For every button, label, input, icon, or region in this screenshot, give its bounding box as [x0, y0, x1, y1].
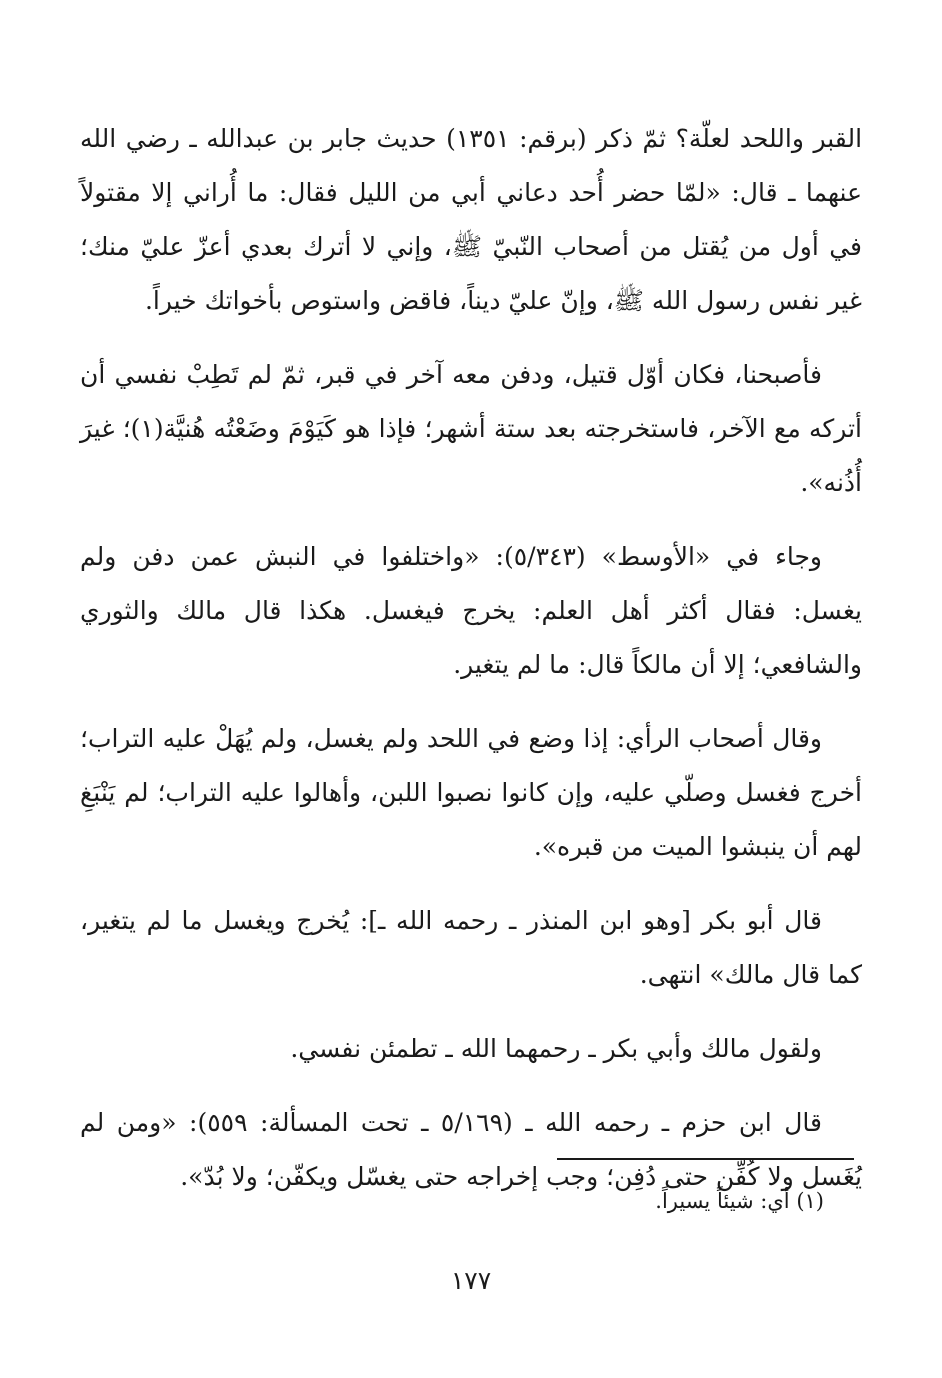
footnote-divider — [557, 1158, 854, 1160]
main-text — [80, 112, 862, 1224]
footnote: (١) أي: شيئاً يسيراً. — [655, 1189, 824, 1213]
paragraph-7: قال ابن حزم ـ رحمه الله ـ (٥/١٦٩ ـ تحت المسألة: ٥٥٩): «ومن لم يُغَسل ولا كُفِّن حتى دُفِن؛ وجب إخراجه حتى يغسّل ويكفّن؛ ولا بُدّ». — [80, 1108, 862, 1191]
paragraph-6: ولقول مالك وأبي بكر ـ رحمهما الله ـ تطمئن نفسي. — [290, 1034, 822, 1063]
paragraph-5: قال أبو بكر [وهو ابن المنذر ـ رحمه الله ـ]: يُخرج ويغسل ما لم يتغير، كما قال مالك» انتهى. — [80, 906, 862, 989]
paragraph-3: وجاء في «الأوسط» (٥/٣٤٣): «واختلفوا في النبش عمن دفن ولم يغسل: فقال أكثر أهل العلم: يخرج فيغسل. هكذا قال مالك والثوري والشافعي؛ إلا أن مالكاً قال: ما لم يتغير. — [80, 542, 862, 679]
page-number: ١٧٧ — [450, 1266, 492, 1295]
paragraph-4: وقال أصحاب الرأي: إذا وضع في اللحد ولم يغسل، ولم يُهَلْ عليه التراب؛ أخرج فغسل وصلّي عليه، وإن كانوا نصبوا اللبن، وأهالوا عليه التراب؛ لم يَنْبَغِ لهم أن ينبشوا الميت من قبره». — [80, 724, 862, 861]
paragraph-1: القبر واللحد لعلّة؟ ثمّ ذكر (برقم: ١٣٥١) حديث جابر بن عبدالله ـ رضي الله عنهما ـ قال: «لمّا حضر أُحد دعاني أبي من الليل فقال: ما أُراني إلا مقتولاً في أول من يُقتل من أصحاب النّبيّ ﷺ، وإني لا أترك بعدي أعزّ عليّ منك؛ غير نفس رسول الله ﷺ، وإنّ عليّ ديناً، فاقض واستوص بأخواتك خيراً. — [80, 124, 863, 315]
paragraph-2: فأصبحنا، فكان أوّل قتيل، ودفن معه آخر في قبر، ثمّ لم تَطِبْ نفسي أن أتركه مع الآخر، فاستخرجته بعد ستة أشهر؛ فإذا هو كَيَوْمَ وضَعْتُه هُنيَّة(١)؛ غيرَ أُذُنه». — [80, 360, 862, 497]
